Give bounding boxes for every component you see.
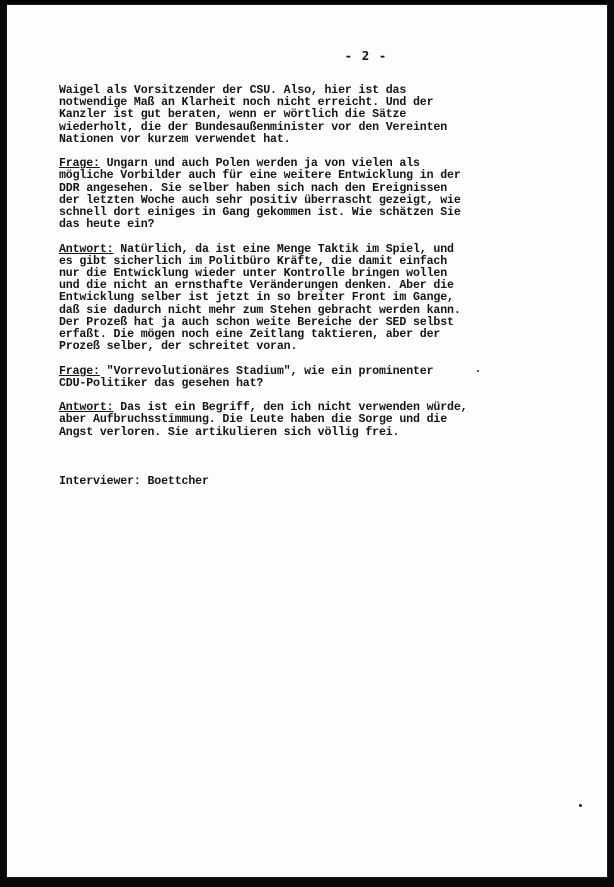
answer-label: Antwort: bbox=[59, 242, 114, 256]
text-line: nur die Entwicklung wieder unter Kontrolle bringen wollen bbox=[59, 267, 448, 281]
interviewer-credit: Interviewer: Boettcher bbox=[59, 475, 209, 488]
text-line: wiederholt, die der Bundesaußenminister vor den Vereinten bbox=[59, 120, 448, 134]
text-segment: Das ist ein Begriff, den ich nicht verwenden würde, bbox=[113, 401, 468, 415]
text-line: daß sie dadurch nicht mehr zum Stehen gebracht werden kann. bbox=[59, 303, 461, 317]
text-line: Der Prozeß hat ja auch schon weite Bereiche der SED selbst bbox=[59, 315, 454, 329]
page-number: - 2 - bbox=[344, 48, 388, 63]
text-line: CDU-Politiker das gesehen hat? bbox=[59, 376, 264, 390]
interview-body bbox=[59, 85, 499, 451]
text-line: Nationen vor kurzem verwendet hat. bbox=[59, 132, 291, 146]
scan-speck bbox=[477, 370, 479, 372]
text-line: schnell dort einiges in Gang gekommen ist. Wie schätzen Sie bbox=[59, 206, 461, 220]
text-line: der letzten Woche auch sehr positiv überrascht gezeigt, wie bbox=[59, 193, 461, 207]
text-line bbox=[59, 244, 499, 256]
text-line: Entwicklung selber ist jetzt in so breiter Front im Gange, bbox=[59, 291, 454, 305]
text-line: DDR angesehen. Sie selber haben sich nach den Ereignissen bbox=[59, 181, 448, 195]
text-line: das heute ein? bbox=[59, 218, 155, 232]
document-page bbox=[6, 4, 608, 878]
text-line: notwendige Maß an Klarheit noch nicht erreicht. Und der bbox=[59, 96, 434, 110]
text-line bbox=[59, 366, 499, 378]
text-segment: Ungarn und auch Polen werden ja von vielen als bbox=[99, 157, 420, 171]
paragraph-continuation bbox=[59, 85, 499, 146]
text-segment: "Vorrevolutionäres Stadium", wie ein prominenter bbox=[99, 364, 434, 378]
text-line: Prozeß selber, der schreitet voran. bbox=[59, 340, 298, 354]
text-line: Waigel als Vorsitzender der CSU. Also, hier ist das bbox=[59, 84, 407, 97]
paragraph-answer-1 bbox=[59, 244, 499, 354]
paragraph-answer-2 bbox=[59, 402, 499, 439]
text-line: mögliche Vorbilder auch für eine weitere Entwicklung in der bbox=[59, 169, 461, 183]
text-line: und die nicht an ernsthafte Veränderungen denken. Aber die bbox=[59, 279, 454, 293]
scan-speck bbox=[579, 804, 582, 807]
text-line: erfaßt. Die mögen noch eine Zeitlang taktieren, aber der bbox=[59, 328, 441, 342]
paragraph-question-1 bbox=[59, 158, 499, 231]
text-segment: Natürlich, da ist eine Menge Taktik im Spiel, und bbox=[113, 242, 454, 256]
question-label: Frage: bbox=[59, 157, 100, 171]
paragraph-question-2 bbox=[59, 366, 499, 390]
text-line: aber Aufbruchsstimmung. Die Leute haben die Sorge und die bbox=[59, 413, 448, 427]
text-line: Angst verloren. Sie artikulieren sich völlig frei. bbox=[59, 425, 400, 439]
text-line: es gibt sicherlich im Politbüro Kräfte, die damit einfach bbox=[59, 254, 448, 268]
question-label: Frage: bbox=[59, 364, 100, 378]
answer-label: Antwort: bbox=[59, 401, 114, 415]
text-line: Kanzler ist gut beraten, wenn er wörtlich die Sätze bbox=[59, 108, 407, 122]
